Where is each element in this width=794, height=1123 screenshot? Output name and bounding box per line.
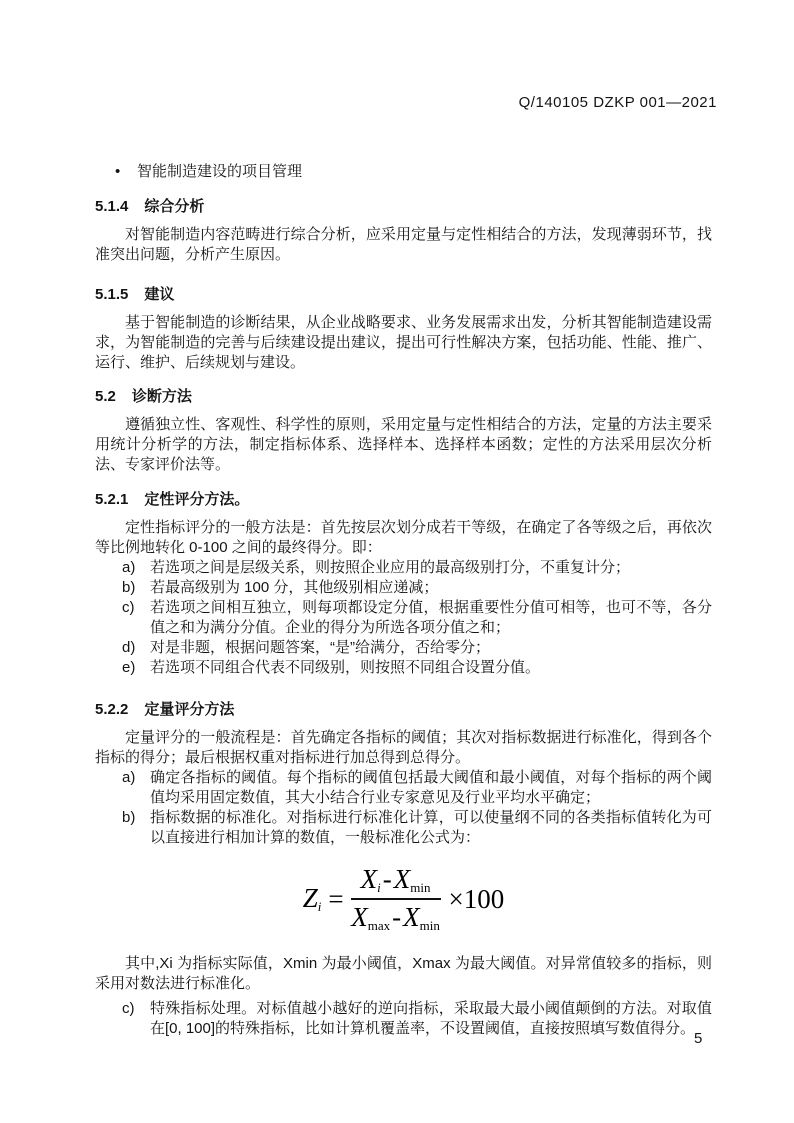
page-number: 5 (694, 1030, 703, 1047)
list-item-text: 若选项不同组合代表不同级别，则按照不同组合设置分值。 (150, 659, 541, 676)
heading-title: 诊断方法 (131, 388, 192, 405)
standard-code-header: Q/140105 DZKP 001—2021 (518, 94, 717, 111)
list-item-label: b) (122, 579, 136, 596)
section-heading-5-2-2 (95, 700, 712, 720)
list-item-text: 若选项之间是层级关系，则按照企业应用的最高级别打分，不重复计分； (150, 559, 631, 576)
list-item-label: b) (122, 809, 136, 826)
heading-number: 5.2.1 (95, 491, 129, 508)
list-item-label: e) (122, 659, 136, 676)
lettered-list-qualitative (95, 558, 712, 678)
list-item-text: 若选项之间相互独立，则每项都设定分值，根据重要性分值可相等，也可不等，各分值之和为满分分值。企业的得分为所选各项分值之和； (150, 599, 712, 636)
list-item-label: c) (122, 599, 135, 616)
section-heading-5-2-1 (95, 490, 712, 510)
heading-number: 5.1.5 (95, 286, 129, 303)
formula-expression (303, 866, 504, 932)
heading-title: 建议 (144, 286, 175, 303)
section-heading-5-2 (95, 387, 712, 407)
heading-number: 5.2.2 (95, 701, 129, 718)
list-item (95, 558, 712, 578)
heading-title: 定性评分方法。 (144, 491, 250, 508)
paragraph: 对智能制造内容范畴进行综合分析，应采用定量与定性相结合的方法，发现薄弱环节，找准突出问题，分析产生原因。 (95, 226, 712, 263)
list-item (95, 598, 712, 638)
list-item (95, 578, 712, 598)
formula-lhs: $Z_i$ (302, 883, 322, 914)
heading-number: 5.2 (95, 388, 116, 405)
heading-title: 定量评分方法 (144, 701, 235, 718)
fraction-denominator: $X_{max}-X_{min}$ (351, 902, 440, 933)
fraction (351, 866, 441, 932)
equals-sign: = (328, 883, 344, 914)
list-item (95, 999, 712, 1039)
paragraph: 定量评分的一般流程是：首先确定各指标的阈值；其次对指标数据进行标准化，得到各个指标的得分；最后根据权重对指标进行加总得到总得分。 (95, 729, 712, 766)
list-item-text: 对是非题，根据问题答案，“是”给满分，否给零分； (150, 639, 490, 656)
list-item-label: a) (122, 559, 136, 576)
section-heading-5-1-4 (95, 197, 712, 217)
paragraph: 定性指标评分的一般方法是：首先按层次划分成若干等级，在确定了各等级之后，再依次等比例地转化 0-100 之间的最终得分。即： (95, 519, 712, 556)
paragraph-formula-legend: 其中,Xi 为指标实际值，Xmin 为最小阈值，Xmax 为最大阈值。对异常值较多的指标，则采用对数法进行标准化。 (95, 955, 712, 992)
heading-title: 综合分析 (144, 198, 205, 215)
bullet-item-text: 智能制造建设的项目管理 (137, 163, 303, 180)
list-item (95, 768, 712, 808)
section-heading-5-1-5 (95, 285, 712, 305)
formula-multiplier: ×100 (448, 883, 505, 914)
bullet-list-item (95, 162, 712, 182)
list-item (95, 638, 712, 658)
paragraph: 遵循独立性、客观性、科学性的原则，采用定量与定性相结合的方法，定量的方法主要采用统计分析学的方法，制定指标体系、选择样本、选择样本函数；定性的方法采用层次分析法、专家评价法等。 (95, 416, 712, 473)
fraction-numerator: $X_i-X_{min}$ (351, 866, 441, 900)
list-item-text: 确定各指标的阈值。每个指标的阈值包括最大阈值和最小阈值，对每个指标的两个阈值均采用固定数值，其大小结合行业专家意见及行业平均水平确定； (150, 769, 712, 806)
bullet-icon: • (115, 163, 121, 180)
list-item (95, 658, 712, 678)
paragraph: 基于智能制造的诊断结果，从企业战略要求、业务发展需求出发，分析其智能制造建设需求，为智能制造的完善与后续建设提出建议，提出可行性解决方案，包括功能、性能、推广、运行、维护、后续规划与建设。 (95, 314, 712, 371)
list-item-text: 特殊指标处理。对标值越小越好的逆向指标，采取最大最小阈值颠倒的方法。对取值在[0, 100]的特殊指标，比如计算机覆盖率，不设置阈值，直接按照填写数值得分。 (150, 1000, 712, 1037)
heading-number: 5.1.4 (95, 198, 129, 215)
lettered-list-quantitative (95, 768, 712, 848)
standardization-formula (95, 866, 712, 932)
list-item (95, 808, 712, 848)
list-item-text: 指标数据的标准化。对指标进行标准化计算，可以使量纲不同的各类指标值转化为可以直接进行相加计算的数值，一般标准化公式为： (150, 809, 712, 846)
list-item-label: a) (122, 769, 136, 786)
list-item-text: 若最高级别为 100 分，其他级别相应递减； (150, 579, 439, 596)
list-item-label: c) (122, 1000, 135, 1017)
list-item-label: d) (122, 639, 136, 656)
